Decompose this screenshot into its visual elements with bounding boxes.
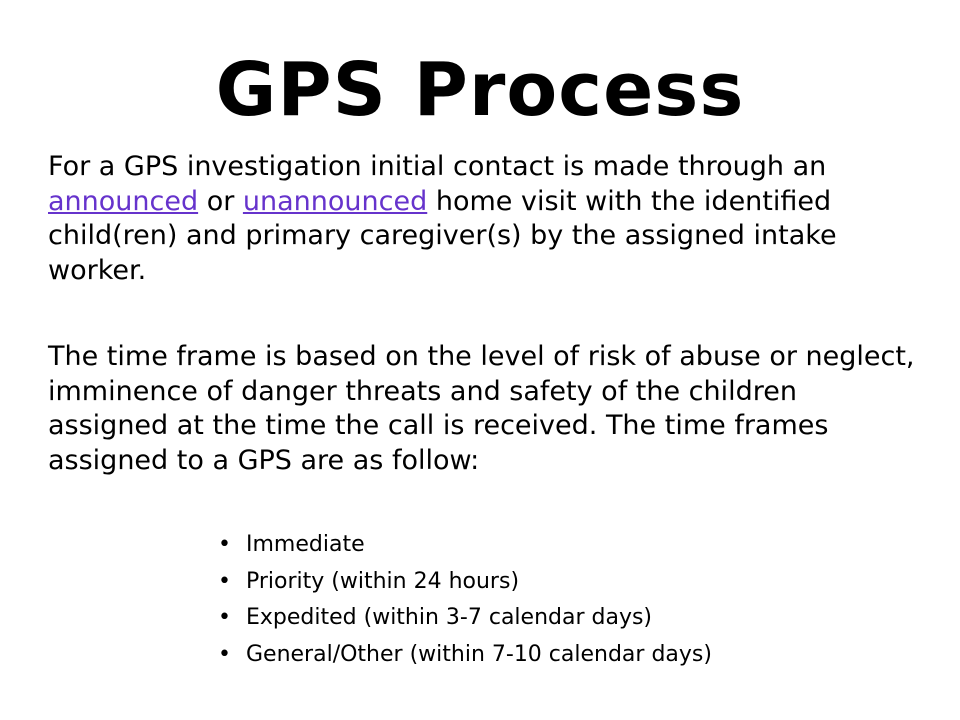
intro-text-start: For a GPS investigation initial contact is made through an bbox=[48, 151, 827, 182]
list-item bbox=[218, 564, 712, 601]
list-item-label: Immediate bbox=[246, 532, 365, 557]
list-item-label: Priority (within 24 hours) bbox=[246, 568, 520, 594]
list-item bbox=[218, 527, 712, 564]
list-item bbox=[218, 637, 712, 674]
intro-text-or: or bbox=[198, 185, 243, 217]
list-item-label: Expedited (within 3-7 calendar days) bbox=[246, 605, 653, 630]
unannounced-link[interactable]: unannounced bbox=[242, 185, 428, 217]
announced-link[interactable]: announced bbox=[48, 185, 199, 217]
list-item-label: General/Other (within 7-10 calendar days) bbox=[246, 641, 712, 667]
bullet-icon: • bbox=[218, 605, 231, 630]
page-title: GPS Process bbox=[215, 47, 745, 133]
time-frame-list bbox=[218, 527, 712, 673]
bullet-icon: • bbox=[218, 641, 231, 667]
intro-text-end: home visit with the identified child(ren) and primary caregiver(s) by the assigned intake worker. bbox=[48, 185, 837, 286]
time-frame-paragraph: The time frame is based on the level of risk of abuse or neglect, imminence of danger threats and safety of the children assigned at the time the call is received. The time frames assigned to a GPS are as follow: bbox=[48, 341, 915, 476]
list-item bbox=[218, 600, 712, 637]
intro-paragraph bbox=[48, 150, 918, 288]
bullet-icon: • bbox=[218, 532, 231, 557]
bullet-icon: • bbox=[218, 568, 231, 594]
